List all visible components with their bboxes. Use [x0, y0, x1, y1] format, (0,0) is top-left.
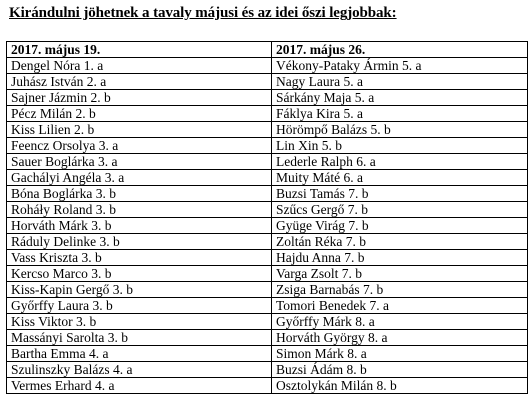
table-row	[7, 218, 528, 234]
table-row	[7, 314, 528, 330]
table-row	[7, 346, 528, 362]
table-row	[7, 106, 528, 122]
student-cell-may-26: Lederle Ralph 6. a	[272, 154, 528, 170]
student-cell-may-26: Lin Xin 5. b	[272, 138, 528, 154]
table-body	[7, 58, 528, 394]
student-cell-may-26: Tomori Benedek 7. a	[272, 298, 528, 314]
student-cell-may-26: Nagy Laura 5. a	[272, 74, 528, 90]
table-row	[7, 122, 528, 138]
table-row	[7, 378, 528, 394]
student-cell-may-26: Muity Máté 6. a	[272, 170, 528, 186]
student-cell-may-19: Kiss Viktor 3. b	[7, 314, 272, 330]
table-row	[7, 282, 528, 298]
table-row	[7, 90, 528, 106]
student-cell-may-26: Varga Zsolt 7. b	[272, 266, 528, 282]
student-cell-may-19: Győrffy Laura 3. b	[7, 298, 272, 314]
table-row	[7, 186, 528, 202]
table-row	[7, 330, 528, 346]
student-cell-may-26: Horváth György 8. a	[272, 330, 528, 346]
student-cell-may-19: Kercso Marco 3. b	[7, 266, 272, 282]
student-table	[6, 41, 528, 394]
student-cell-may-26: Zoltán Réka 7. b	[272, 234, 528, 250]
table-row	[7, 234, 528, 250]
student-cell-may-26: Szűcs Gergő 7. b	[272, 202, 528, 218]
table-row	[7, 250, 528, 266]
page-heading: Kirándulni jöhetnek a tavaly májusi és az idei őszi legjobbak:	[9, 5, 397, 21]
student-cell-may-19: Bóna Boglárka 3. b	[7, 186, 272, 202]
student-cell-may-19: Gachályi Angéla 3. a	[7, 170, 272, 186]
student-cell-may-19: Ráduly Delinke 3. b	[7, 234, 272, 250]
student-cell-may-26: Buzsi Ádám 8. b	[272, 362, 528, 378]
table-row	[7, 74, 528, 90]
student-cell-may-26: Hörömpő Balázs 5. b	[272, 122, 528, 138]
table-row	[7, 202, 528, 218]
student-cell-may-19: Kiss Lilien 2. b	[7, 122, 272, 138]
student-cell-may-26: Győrffy Márk 8. a	[272, 314, 528, 330]
student-cell-may-19: Sajner Jázmin 2. b	[7, 90, 272, 106]
column-header-may-26: 2017. május 26.	[272, 42, 528, 58]
student-cell-may-19: Vass Kriszta 3. b	[7, 250, 272, 266]
student-cell-may-26: Vékony-Pataky Ármin 5. a	[272, 58, 528, 74]
student-cell-may-19: Kiss-Kapin Gergő 3. b	[7, 282, 272, 298]
table-row	[7, 170, 528, 186]
student-cell-may-26: Osztolykán Milán 8. b	[272, 378, 528, 394]
student-cell-may-19: Szulinszky Balázs 4. a	[7, 362, 272, 378]
student-cell-may-26: Fáklya Kira 5. a	[272, 106, 528, 122]
student-cell-may-26: Simon Márk 8. a	[272, 346, 528, 362]
table-row	[7, 266, 528, 282]
student-cell-may-19: Juhász István 2. a	[7, 74, 272, 90]
student-cell-may-19: Dengel Nóra 1. a	[7, 58, 272, 74]
student-cell-may-19: Sauer Boglárka 3. a	[7, 154, 272, 170]
table-row	[7, 58, 528, 74]
table-row	[7, 154, 528, 170]
student-cell-may-26: Gyüge Virág 7. b	[272, 218, 528, 234]
table-header-row	[7, 42, 528, 58]
student-cell-may-19: Vermes Erhard 4. a	[7, 378, 272, 394]
student-cell-may-26: Sárkány Maja 5. a	[272, 90, 528, 106]
student-cell-may-26: Zsiga Barnabás 7. b	[272, 282, 528, 298]
student-cell-may-19: Bartha Emma 4. a	[7, 346, 272, 362]
table-row	[7, 298, 528, 314]
student-cell-may-19: Feencz Orsolya 3. a	[7, 138, 272, 154]
student-cell-may-26: Buzsi Tamás 7. b	[272, 186, 528, 202]
table-row	[7, 362, 528, 378]
student-cell-may-19: Pécz Milán 2. b	[7, 106, 272, 122]
student-cell-may-26: Hajdu Anna 7. b	[272, 250, 528, 266]
student-cell-may-19: Roháły Roland 3. b	[7, 202, 272, 218]
student-cell-may-19: Horváth Márk 3. b	[7, 218, 272, 234]
table-row	[7, 138, 528, 154]
student-cell-may-19: Massányi Sarolta 3. b	[7, 330, 272, 346]
column-header-may-19: 2017. május 19.	[7, 42, 272, 58]
